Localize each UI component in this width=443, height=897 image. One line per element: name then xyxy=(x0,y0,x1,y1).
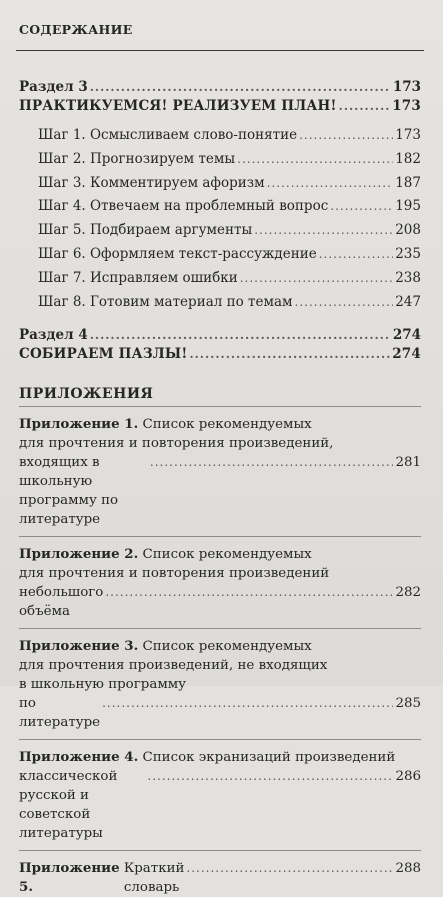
leader-dots xyxy=(240,267,393,291)
page-number: 288 xyxy=(395,861,421,877)
entry-label: Шаг 7. Исправляем ошибки xyxy=(38,269,238,286)
toc-entry-step-6[interactable] xyxy=(19,243,421,267)
entry-label: Шаг 1. Осмысливаем слово-понятие xyxy=(38,127,298,143)
appendix-text: классической русской и советской литературы xyxy=(19,769,118,842)
appendix-last-line xyxy=(19,453,421,529)
section-3-label-row[interactable] xyxy=(19,78,421,97)
leader-dots xyxy=(147,767,393,786)
toc-entry-appendix-5[interactable] xyxy=(19,859,421,897)
toc-entry-step-8[interactable] xyxy=(19,291,421,315)
appendix-text: для прочтения и повторения произведений, xyxy=(19,436,334,452)
toc-entry-appendix-1[interactable] xyxy=(19,415,421,529)
leader-dots xyxy=(299,124,393,148)
leader-dots xyxy=(295,291,394,315)
section-label: Раздел 4 xyxy=(19,327,88,344)
appendices-rule xyxy=(19,406,421,407)
appendix-divider xyxy=(19,739,421,740)
appendix-label: Приложение 3. xyxy=(19,638,139,655)
leader-dots xyxy=(267,172,394,196)
page-number: 282 xyxy=(395,585,421,601)
leader-dots xyxy=(186,859,393,878)
appendix-last-line xyxy=(19,583,421,621)
appendix-text: для прочтения произведений, не входящих xyxy=(19,658,328,674)
entry-label: Шаг 2. Прогнозируем темы xyxy=(38,150,236,167)
appendix-text: для прочтения и повторения произведений xyxy=(19,566,330,582)
appendix-text: Список рекомендуемых xyxy=(142,639,312,655)
page-number: 286 xyxy=(395,769,421,785)
toc-entry-appendix-2[interactable] xyxy=(19,545,421,621)
appendix-first-line xyxy=(19,415,421,434)
page-number: 182 xyxy=(395,150,421,167)
page-number: 195 xyxy=(395,198,421,215)
page-number: 173 xyxy=(395,127,421,143)
toc-entry-appendix-3[interactable] xyxy=(19,637,421,732)
steps-list xyxy=(19,124,421,314)
leader-dots xyxy=(254,219,393,243)
page-number: 235 xyxy=(395,245,421,262)
appendix-text: Краткий словарь xyxy=(123,861,185,896)
appendix-text: в школьную программу xyxy=(19,677,187,693)
appendix-text: Список рекомендуемых xyxy=(142,417,312,433)
header-rule xyxy=(16,50,424,51)
leader-dots xyxy=(330,195,393,219)
appendix-divider xyxy=(19,628,421,629)
toc-entry-step-7[interactable] xyxy=(19,267,421,291)
page-number: 173 xyxy=(392,79,421,95)
entry-label: Шаг 6. Оформляем текст-рассуждение xyxy=(38,245,317,262)
page-number: 208 xyxy=(395,222,421,239)
appendix-last-line xyxy=(19,859,421,897)
appendix-divider xyxy=(19,850,421,851)
leader-dots xyxy=(90,326,391,345)
leader-dots xyxy=(150,453,394,472)
page-number: 285 xyxy=(395,696,421,712)
page-number: 187 xyxy=(395,174,421,191)
entry-label: Шаг 4. Отвечаем на проблемный вопрос xyxy=(38,198,329,215)
toc-entry-appendix-4[interactable] xyxy=(19,748,421,843)
leader-dots xyxy=(90,78,391,97)
toc-entry-step-1[interactable] xyxy=(19,124,421,148)
section-4-title-row[interactable] xyxy=(19,345,421,364)
toc-entry-step-4[interactable] xyxy=(19,195,421,219)
leader-dots xyxy=(237,148,393,172)
appendix-first-line xyxy=(19,637,421,656)
page-number: 173 xyxy=(392,98,421,114)
section-title: ПРАКТИКУЕМСЯ! РЕАЛИЗУЕМ ПЛАН! xyxy=(19,98,337,114)
entry-label: Шаг 3. Комментируем афоризм xyxy=(38,174,265,191)
page-number: 281 xyxy=(395,455,421,471)
section-title: СОБИРАЕМ ПАЗЛЫ! xyxy=(19,346,188,363)
toc-entry-step-2[interactable] xyxy=(19,148,421,172)
appendix-text: по литературе xyxy=(19,696,101,731)
page-number: 247 xyxy=(395,293,421,310)
page-number: 274 xyxy=(392,327,421,344)
appendix-label: Приложение 4. xyxy=(19,749,139,766)
section-label: Раздел 3 xyxy=(19,79,88,95)
section-3-title-row[interactable] xyxy=(19,97,421,116)
toc-entry-step-5[interactable] xyxy=(19,219,421,243)
section-3 xyxy=(19,78,421,116)
appendix-first-line xyxy=(19,545,421,564)
appendices-heading: ПРИЛОЖЕНИЯ xyxy=(19,386,154,403)
appendix-last-line xyxy=(19,767,421,843)
appendix-last-line xyxy=(19,694,421,732)
appendix-divider xyxy=(19,536,421,537)
page-number: 238 xyxy=(395,269,421,286)
appendix-label: Приложение 5. xyxy=(19,860,120,896)
appendix-label: Приложение 1. xyxy=(19,416,139,433)
section-4 xyxy=(19,326,421,364)
leader-dots xyxy=(339,97,391,116)
entry-label: Шаг 8. Готовим материал по темам xyxy=(38,293,293,310)
appendix-text: небольшого объёма xyxy=(19,585,104,620)
leader-dots xyxy=(105,583,393,602)
appendix-label: Приложение 2. xyxy=(19,546,139,563)
leader-dots xyxy=(102,694,393,713)
appendix-first-line xyxy=(19,748,421,767)
toc-entry-step-3[interactable] xyxy=(19,172,421,196)
page-header: СОДЕРЖАНИЕ xyxy=(19,22,133,37)
section-4-label-row[interactable] xyxy=(19,326,421,345)
entry-label: Шаг 5. Подбираем аргументы xyxy=(38,222,253,239)
leader-dots xyxy=(189,345,390,364)
appendix-text: входящих в школьную программу по литературе xyxy=(19,455,119,528)
appendix-text: Список рекомендуемых xyxy=(142,547,312,563)
leader-dots xyxy=(319,243,394,267)
page-number: 274 xyxy=(392,346,421,363)
appendix-text: Список экранизаций произведений xyxy=(142,750,396,766)
